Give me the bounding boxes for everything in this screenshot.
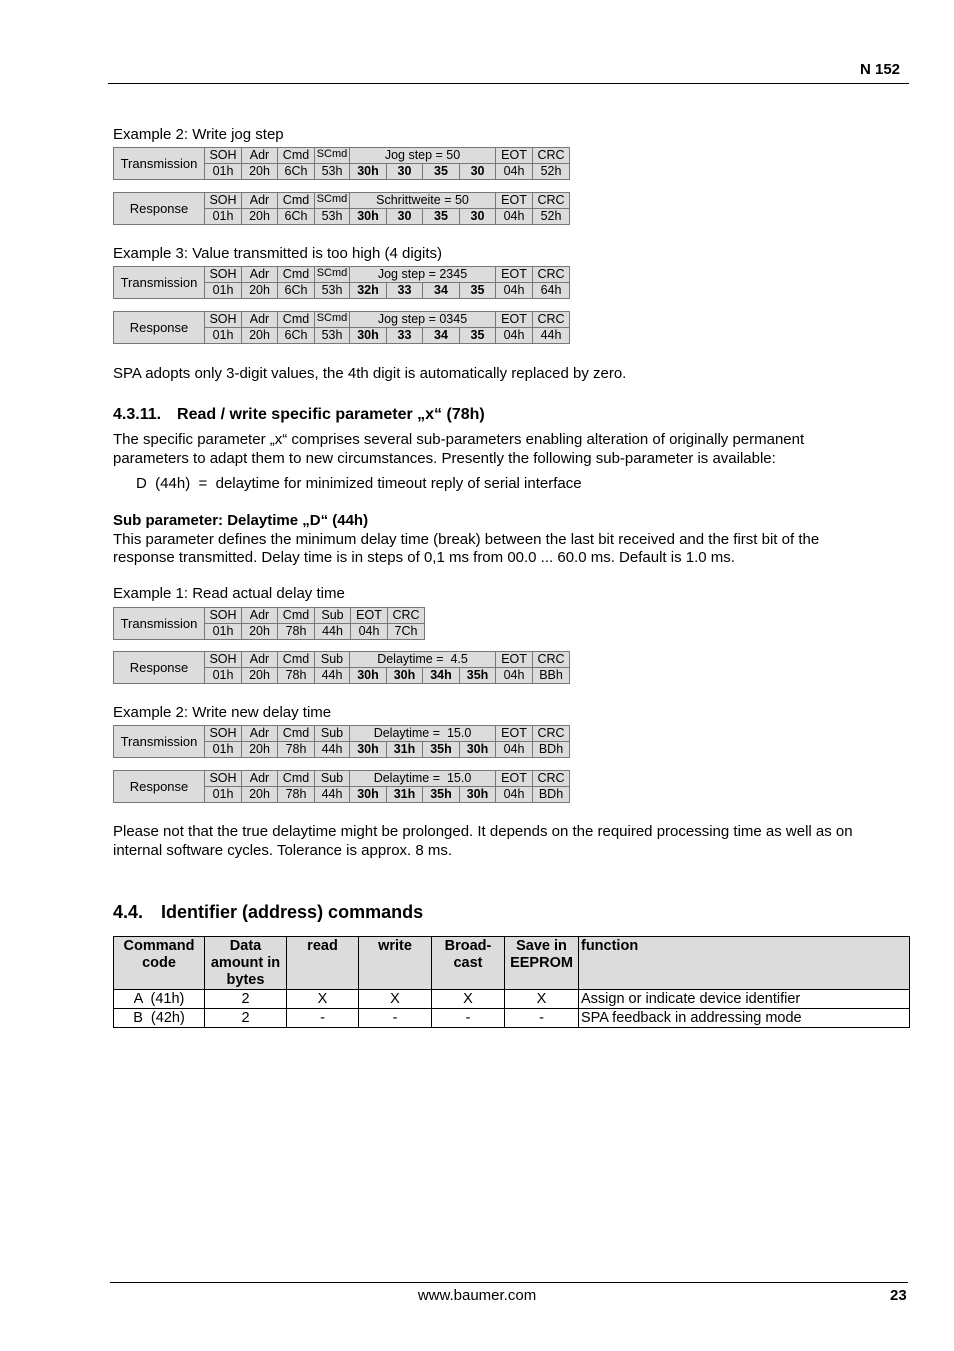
frame-value-cell: 35h	[460, 668, 496, 684]
frame-table-jog-high-response	[113, 311, 570, 344]
frame-header-cell: Cmd	[278, 312, 315, 328]
frame-header-cell: EOT	[496, 148, 533, 164]
frame-header-cell: SOH	[205, 148, 242, 164]
frame-value-cell: 30	[460, 164, 496, 180]
frame-value-cell: 35	[460, 328, 496, 344]
frame-value-cell: 44h	[315, 668, 350, 684]
frame-value-cell: 30	[387, 164, 423, 180]
caption-delay-example-1: Example 1: Read actual delay time	[113, 585, 345, 602]
frame-header-cell: Schrittweite = 50	[350, 193, 496, 209]
frame-header-cell: SOH	[205, 608, 242, 624]
frame-value-cell: BBh	[533, 668, 570, 684]
paragraph-line: parameters to adapt them to new circumstances. Presently the following sub-parameter is available:	[113, 450, 776, 467]
frame-header-cell: Adr	[242, 608, 278, 624]
frame-value-cell: 01h	[205, 209, 242, 225]
table-cell: X	[359, 990, 432, 1009]
column-header: Save in EEPROM	[505, 937, 579, 990]
frame-header-cell: SCmd	[315, 193, 350, 209]
frame-value-cell: 20h	[242, 668, 278, 684]
table-cell: Assign or indicate device identifier	[579, 990, 910, 1009]
table-cell: B (42h)	[114, 1009, 205, 1028]
frame-value-cell: 20h	[242, 742, 278, 758]
frame-value-cell: 78h	[278, 742, 315, 758]
frame-header-cell: SOH	[205, 771, 242, 787]
frame-header-cell: Sub	[315, 652, 350, 668]
footer-rule	[110, 1282, 908, 1283]
frame-value-cell: 20h	[242, 624, 278, 640]
column-header: write	[359, 937, 432, 990]
table-cell: SPA feedback in addressing mode	[579, 1009, 910, 1028]
frame-header-cell: CRC	[533, 312, 570, 328]
frame-value-cell: 44h	[315, 787, 350, 803]
frame-value-cell: 31h	[387, 742, 423, 758]
frame-header-cell: Cmd	[278, 726, 315, 742]
frame-value-cell: BDh	[533, 787, 570, 803]
frame-value-cell: 35	[423, 209, 460, 225]
frame-header-cell: Sub	[315, 726, 350, 742]
frame-value-cell: 6Ch	[278, 164, 315, 180]
frame-value-cell: 34	[423, 283, 460, 299]
frame-table-jog-write-response	[113, 192, 570, 225]
frame-header-cell: Jog step = 0345	[350, 312, 496, 328]
identifier-commands-table	[113, 936, 910, 1028]
frame-value-cell: 30	[387, 209, 423, 225]
frame-header-cell: Adr	[242, 312, 278, 328]
frame-value-cell: 30h	[350, 668, 387, 684]
frame-value-cell: 35	[460, 283, 496, 299]
frame-label: Response	[114, 193, 205, 225]
frame-value-cell: 52h	[533, 164, 570, 180]
table-cell: -	[432, 1009, 505, 1028]
frame-value-cell: 53h	[315, 283, 350, 299]
frame-header-cell: Sub	[315, 608, 351, 624]
section-title-4-4: 4.4. Identifier (address) commands	[113, 902, 424, 922]
frame-label: Transmission	[114, 267, 205, 299]
frame-value-cell: 53h	[315, 209, 350, 225]
frame-header-cell: EOT	[496, 312, 533, 328]
frame-label: Response	[114, 652, 205, 684]
caption-jog-example-2: Example 2: Write jog step	[113, 126, 284, 143]
frame-value-cell: 64h	[533, 283, 570, 299]
frame-value-cell: 01h	[205, 624, 242, 640]
paragraph-line: This parameter defines the minimum delay time (break) between the last bit received and the first bit of the	[113, 531, 820, 548]
frame-header-cell: Sub	[315, 771, 350, 787]
frame-value-cell: 01h	[205, 164, 242, 180]
frame-value-cell: 52h	[533, 209, 570, 225]
frame-header-cell: Adr	[242, 148, 278, 164]
frame-value-cell: 78h	[278, 787, 315, 803]
frame-header-cell: CRC	[388, 608, 425, 624]
frame-value-cell: 04h	[496, 164, 533, 180]
frame-value-cell: 04h	[496, 209, 533, 225]
frame-label: Response	[114, 312, 205, 344]
frame-table-delay-write-response	[113, 770, 570, 803]
frame-header-cell: Delaytime = 15.0	[350, 771, 496, 787]
frame-value-cell: 44h	[315, 624, 351, 640]
frame-value-cell: 44h	[533, 328, 570, 344]
table-cell: A (41h)	[114, 990, 205, 1009]
frame-value-cell: 01h	[205, 742, 242, 758]
frame-value-cell: 44h	[315, 742, 350, 758]
frame-value-cell: BDh	[533, 742, 570, 758]
table-row	[114, 1009, 910, 1028]
frame-value-cell: 78h	[278, 624, 315, 640]
frame-value-cell: 20h	[242, 164, 278, 180]
frame-value-cell: 30h	[387, 668, 423, 684]
column-header: Data amount in bytes	[205, 937, 287, 990]
frame-header-cell: CRC	[533, 148, 570, 164]
frame-header-cell: CRC	[533, 652, 570, 668]
frame-value-cell: 35h	[423, 742, 460, 758]
frame-value-cell: 30h	[350, 164, 387, 180]
frame-header-cell: Cmd	[278, 771, 315, 787]
doc-id: N 152	[860, 61, 901, 78]
frame-header-cell: SOH	[205, 652, 242, 668]
frame-value-cell: 53h	[315, 328, 350, 344]
frame-table-delay-read-response	[113, 651, 570, 684]
frame-value-cell: 30h	[350, 328, 387, 344]
frame-value-cell: 35h	[423, 787, 460, 803]
frame-header-cell: Adr	[242, 267, 278, 283]
paragraph-line: The specific parameter „x“ comprises several sub-parameters enabling alteration of originally permanent	[113, 431, 805, 448]
frame-value-cell: 01h	[205, 668, 242, 684]
table-row	[114, 990, 910, 1009]
page-number: 23	[890, 1287, 907, 1304]
paragraph-line: Please not that the true delaytime might be prolonged. It depends on the required processing time as well as on	[113, 823, 853, 840]
frame-value-cell: 04h	[351, 624, 388, 640]
table-cell: X	[505, 990, 579, 1009]
column-header: Broad-cast	[432, 937, 505, 990]
footer-url: www.baumer.com	[417, 1287, 537, 1304]
frame-header-cell: Adr	[242, 726, 278, 742]
frame-value-cell: 6Ch	[278, 328, 315, 344]
frame-value-cell: 53h	[315, 164, 350, 180]
frame-value-cell: 7Ch	[388, 624, 425, 640]
frame-value-cell: 30h	[350, 787, 387, 803]
sub-parameter-item: D (44h) = delaytime for minimized timeout reply of serial interface	[136, 475, 582, 492]
frame-header-cell: Cmd	[278, 148, 315, 164]
frame-header-cell: SOH	[205, 193, 242, 209]
frame-header-cell: CRC	[533, 726, 570, 742]
paragraph-line: response transmitted. Delay time is in steps of 0,1 ms from 00.0 ... 60.0 ms. Default is 1.0 ms.	[113, 549, 735, 566]
caption-jog-example-3: Example 3: Value transmitted is too high (4 digits)	[113, 245, 443, 262]
frame-header-cell: SOH	[205, 267, 242, 283]
caption-delay-example-2: Example 2: Write new delay time	[113, 704, 332, 721]
frame-value-cell: 04h	[496, 283, 533, 299]
frame-header-cell: SCmd	[315, 148, 350, 164]
frame-header-cell: SOH	[205, 312, 242, 328]
frame-label: Transmission	[114, 726, 205, 758]
frame-header-cell: EOT	[496, 771, 533, 787]
frame-label: Transmission	[114, 148, 205, 180]
frame-header-cell: EOT	[496, 726, 533, 742]
table-cell: X	[432, 990, 505, 1009]
frame-value-cell: 30h	[350, 209, 387, 225]
frame-table-delay-write-transmission	[113, 725, 570, 758]
frame-value-cell: 33	[387, 328, 423, 344]
frame-header-cell: CRC	[533, 771, 570, 787]
table-cell: 2	[205, 1009, 287, 1028]
frame-header-cell: SCmd	[315, 312, 350, 328]
frame-header-cell: Cmd	[278, 267, 315, 283]
frame-value-cell: 01h	[205, 787, 242, 803]
frame-value-cell: 20h	[242, 787, 278, 803]
frame-header-cell: Jog step = 50	[350, 148, 496, 164]
frame-header-cell: EOT	[496, 267, 533, 283]
frame-header-cell: Delaytime = 4.5	[350, 652, 496, 668]
column-header: function	[579, 937, 910, 990]
frame-value-cell: 04h	[496, 668, 533, 684]
frame-value-cell: 30h	[460, 787, 496, 803]
frame-label: Response	[114, 771, 205, 803]
frame-header-cell: EOT	[351, 608, 388, 624]
frame-header-cell: Cmd	[278, 652, 315, 668]
table-cell: -	[287, 1009, 359, 1028]
frame-value-cell: 04h	[496, 328, 533, 344]
paragraph-line: internal software cycles. Tolerance is approx. 8 ms.	[113, 842, 453, 859]
table-cell: -	[505, 1009, 579, 1028]
frame-label: Transmission	[114, 608, 205, 640]
frame-table-delay-read-transmission	[113, 607, 425, 640]
table-cell: X	[287, 990, 359, 1009]
frame-value-cell: 6Ch	[278, 283, 315, 299]
spa-note: SPA adopts only 3-digit values, the 4th digit is automatically replaced by zero.	[113, 365, 627, 382]
frame-header-cell: EOT	[496, 652, 533, 668]
frame-header-cell: Adr	[242, 652, 278, 668]
frame-header-cell: CRC	[533, 193, 570, 209]
sub-parameter-title: Sub parameter: Delaytime „D“ (44h)	[113, 512, 369, 529]
frame-value-cell: 6Ch	[278, 209, 315, 225]
column-header: Command code	[114, 937, 205, 990]
table-cell: 2	[205, 990, 287, 1009]
frame-header-cell: SOH	[205, 726, 242, 742]
frame-header-cell: Cmd	[278, 193, 315, 209]
frame-value-cell: 34	[423, 328, 460, 344]
frame-header-cell: Cmd	[278, 608, 315, 624]
frame-header-cell: Adr	[242, 193, 278, 209]
frame-value-cell: 78h	[278, 668, 315, 684]
table-header-row	[114, 937, 910, 990]
frame-value-cell: 04h	[496, 742, 533, 758]
frame-header-cell: SCmd	[315, 267, 350, 283]
frame-value-cell: 01h	[205, 328, 242, 344]
frame-table-jog-write-transmission	[113, 147, 570, 180]
column-header: read	[287, 937, 359, 990]
frame-value-cell: 35	[423, 164, 460, 180]
frame-header-cell: Delaytime = 15.0	[350, 726, 496, 742]
frame-value-cell: 34h	[423, 668, 460, 684]
frame-header-cell: CRC	[533, 267, 570, 283]
frame-value-cell: 04h	[496, 787, 533, 803]
section-title-4-3-11: 4.3.11. Read / write specific parameter „x“ (78h)	[113, 406, 485, 423]
frame-header-cell: Adr	[242, 771, 278, 787]
frame-value-cell: 20h	[242, 283, 278, 299]
frame-value-cell: 32h	[350, 283, 387, 299]
header-rule	[108, 83, 909, 84]
frame-header-cell: Jog step = 2345	[350, 267, 496, 283]
frame-value-cell: 31h	[387, 787, 423, 803]
frame-value-cell: 01h	[205, 283, 242, 299]
frame-header-cell: EOT	[496, 193, 533, 209]
frame-value-cell: 30h	[350, 742, 387, 758]
frame-value-cell: 30	[460, 209, 496, 225]
frame-value-cell: 20h	[242, 328, 278, 344]
frame-value-cell: 30h	[460, 742, 496, 758]
frame-value-cell: 33	[387, 283, 423, 299]
frame-value-cell: 20h	[242, 209, 278, 225]
frame-table-jog-high-transmission	[113, 266, 570, 299]
table-cell: -	[359, 1009, 432, 1028]
